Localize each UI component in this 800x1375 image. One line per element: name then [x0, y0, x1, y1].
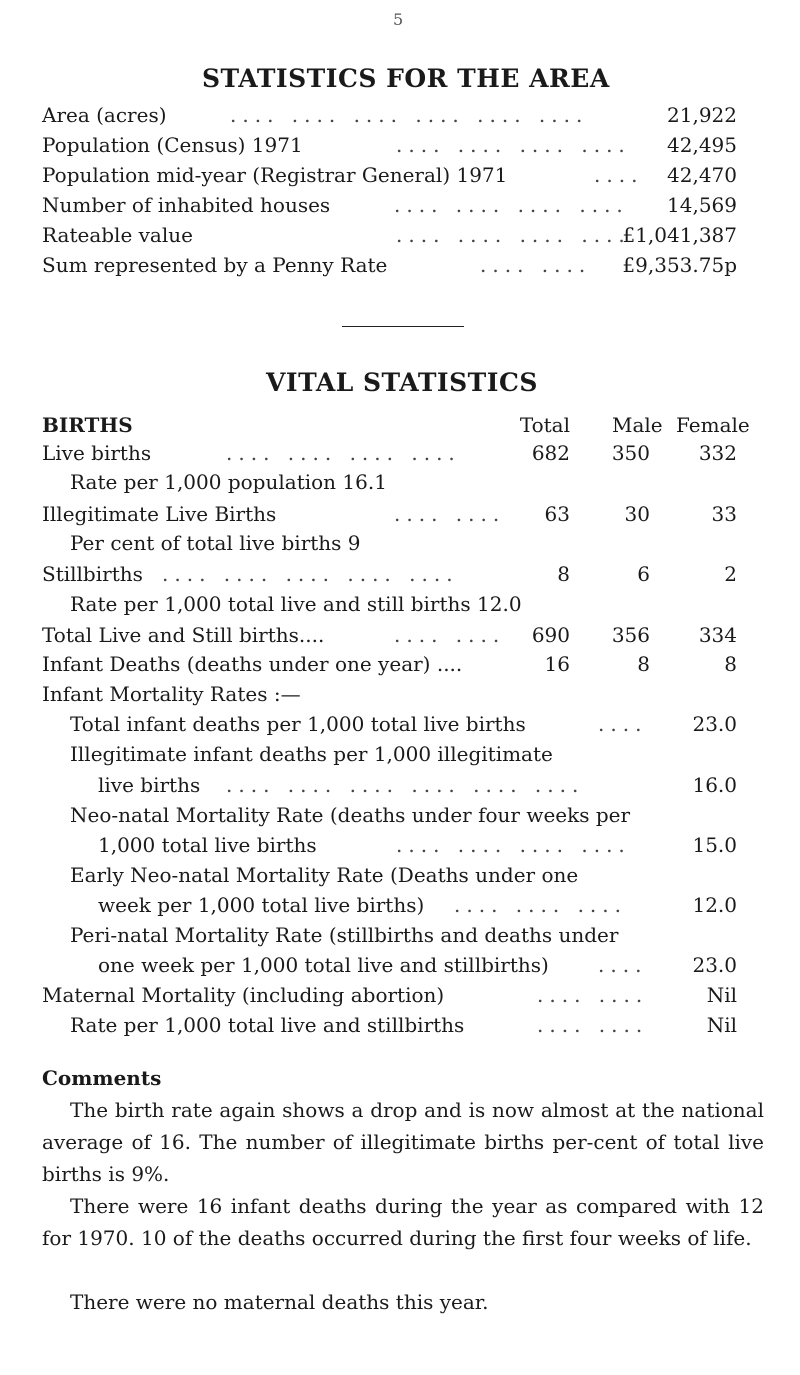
rate-value: 15.0	[692, 833, 737, 857]
rate-label: Early Neo-natal Mortality Rate (Deaths under one	[70, 863, 579, 887]
live-births-male: 350	[611, 441, 650, 465]
comment-paragraph: There were no maternal deaths this year.	[70, 1290, 489, 1314]
comment-paragraph: The birth rate again shows a drop and is now almost at the national average of 16. The number of illegitimate births per-cent of total live births is 9%.	[42, 1098, 764, 1186]
rate-label: Neo-natal Mortality Rate (deaths under four weeks per	[70, 803, 631, 827]
total-live-still-male: 356	[611, 623, 650, 647]
leader-dots: .... .... .... .... .... ....	[230, 103, 589, 127]
infant-deaths-total: 16	[544, 652, 570, 676]
leader-dots: .... .... ....	[454, 893, 628, 917]
area-stat-value: 21,922	[667, 103, 737, 127]
total-live-still-total: 690	[531, 623, 570, 647]
rate-value: 23.0	[692, 712, 737, 736]
rate-label-continued: 1,000 total live births	[98, 833, 317, 857]
infant-deaths-male: 8	[637, 652, 650, 676]
rate-value: 16.0	[692, 773, 737, 797]
rate-label-continued: week per 1,000 total live births)	[98, 893, 425, 917]
area-stat-label: Population mid-year (Registrar General) 1971	[42, 163, 508, 187]
infant-mortality-header: Infant Mortality Rates :—	[42, 682, 301, 706]
comment-paragraph: There were 16 infant deaths during the year as compared with 12 for 1970. 10 of the deaths occurred during the first four weeks of life.	[42, 1194, 764, 1250]
area-stat-label: Rateable value	[42, 223, 193, 247]
leader-dots: .... .... .... ....	[394, 193, 629, 217]
leader-dots: .... .... .... ....	[396, 223, 631, 247]
illegitimate-female: 33	[711, 502, 737, 526]
leader-dots: .... .... .... .... .... ....	[226, 773, 585, 797]
section-divider	[342, 326, 464, 327]
comments-heading: Comments	[42, 1066, 162, 1090]
area-section-title: STATISTICS FOR THE AREA	[202, 64, 610, 93]
area-stat-label: Population (Census) 1971	[42, 133, 303, 157]
infant-deaths-label: Infant Deaths (deaths under one year) ....	[42, 652, 463, 676]
area-stat-value: £9,353.75p	[622, 253, 737, 277]
births-header: BIRTHS	[42, 413, 133, 437]
leader-dots: .... .... .... .... ....	[162, 562, 459, 586]
illegitimate-percent: Per cent of total live births 9	[70, 531, 361, 555]
total-live-still-label: Total Live and Still births....	[42, 623, 325, 647]
stillbirths-label: Stillbirths	[42, 562, 143, 586]
leader-dots: ....	[598, 953, 648, 977]
vital-section-title: VITAL STATISTICS	[266, 368, 538, 397]
live-births-female: 332	[698, 441, 737, 465]
col-male-header: Male	[612, 413, 663, 437]
rate-label-continued: one week per 1,000 total live and stillbirths)	[98, 953, 549, 977]
area-stat-value: £1,041,387	[622, 223, 737, 247]
leader-dots: .... .... .... ....	[396, 133, 631, 157]
area-stat-label: Sum represented by a Penny Rate	[42, 253, 388, 277]
area-stat-value: 14,569	[667, 193, 737, 217]
leader-dots: .... ....	[394, 502, 506, 526]
col-female-header: Female	[676, 413, 750, 437]
area-stat-value: 42,495	[667, 133, 737, 157]
leader-dots: ....	[594, 163, 644, 187]
leader-dots: .... .... .... ....	[226, 441, 461, 465]
leader-dots: .... ....	[480, 253, 592, 277]
stillbirths-male: 6	[637, 562, 650, 586]
live-births-total: 682	[531, 441, 570, 465]
stillbirths-total: 8	[557, 562, 570, 586]
rate-value: 23.0	[692, 953, 737, 977]
rate-label: Maternal Mortality (including abortion)	[42, 983, 445, 1007]
rate-label: Illegitimate infant deaths per 1,000 illegitimate	[70, 742, 553, 766]
rate-value: Nil	[706, 983, 737, 1007]
total-live-still-female: 334	[698, 623, 737, 647]
leader-dots: .... ....	[537, 983, 649, 1007]
illegitimate-male: 30	[624, 502, 650, 526]
stillbirths-female: 2	[724, 562, 737, 586]
rate-label: Peri-natal Mortality Rate (stillbirths and deaths under	[70, 923, 619, 947]
leader-dots: ....	[598, 712, 648, 736]
col-total-header: Total	[519, 413, 570, 437]
page-number: 5	[393, 10, 404, 29]
rate-value: Nil	[706, 1013, 737, 1037]
rate-label: Rate per 1,000 total live and stillbirths	[70, 1013, 465, 1037]
stillbirth-rate: Rate per 1,000 total live and still births 12.0	[70, 592, 522, 616]
area-stat-label: Area (acres)	[42, 103, 167, 127]
infant-deaths-female: 8	[724, 652, 737, 676]
leader-dots: .... ....	[394, 623, 506, 647]
area-stat-label: Number of inhabited houses	[42, 193, 331, 217]
live-birth-rate: Rate per 1,000 population 16.1	[70, 470, 387, 494]
rate-label-continued: live births	[98, 773, 201, 797]
live-births-label: Live births	[42, 441, 152, 465]
rate-label: Total infant deaths per 1,000 total live births	[70, 712, 526, 736]
area-stat-value: 42,470	[667, 163, 737, 187]
rate-value: 12.0	[692, 893, 737, 917]
illegitimate-total: 63	[544, 502, 570, 526]
illegitimate-births-label: Illegitimate Live Births	[42, 502, 277, 526]
leader-dots: .... .... .... ....	[396, 833, 631, 857]
leader-dots: .... ....	[537, 1013, 649, 1037]
